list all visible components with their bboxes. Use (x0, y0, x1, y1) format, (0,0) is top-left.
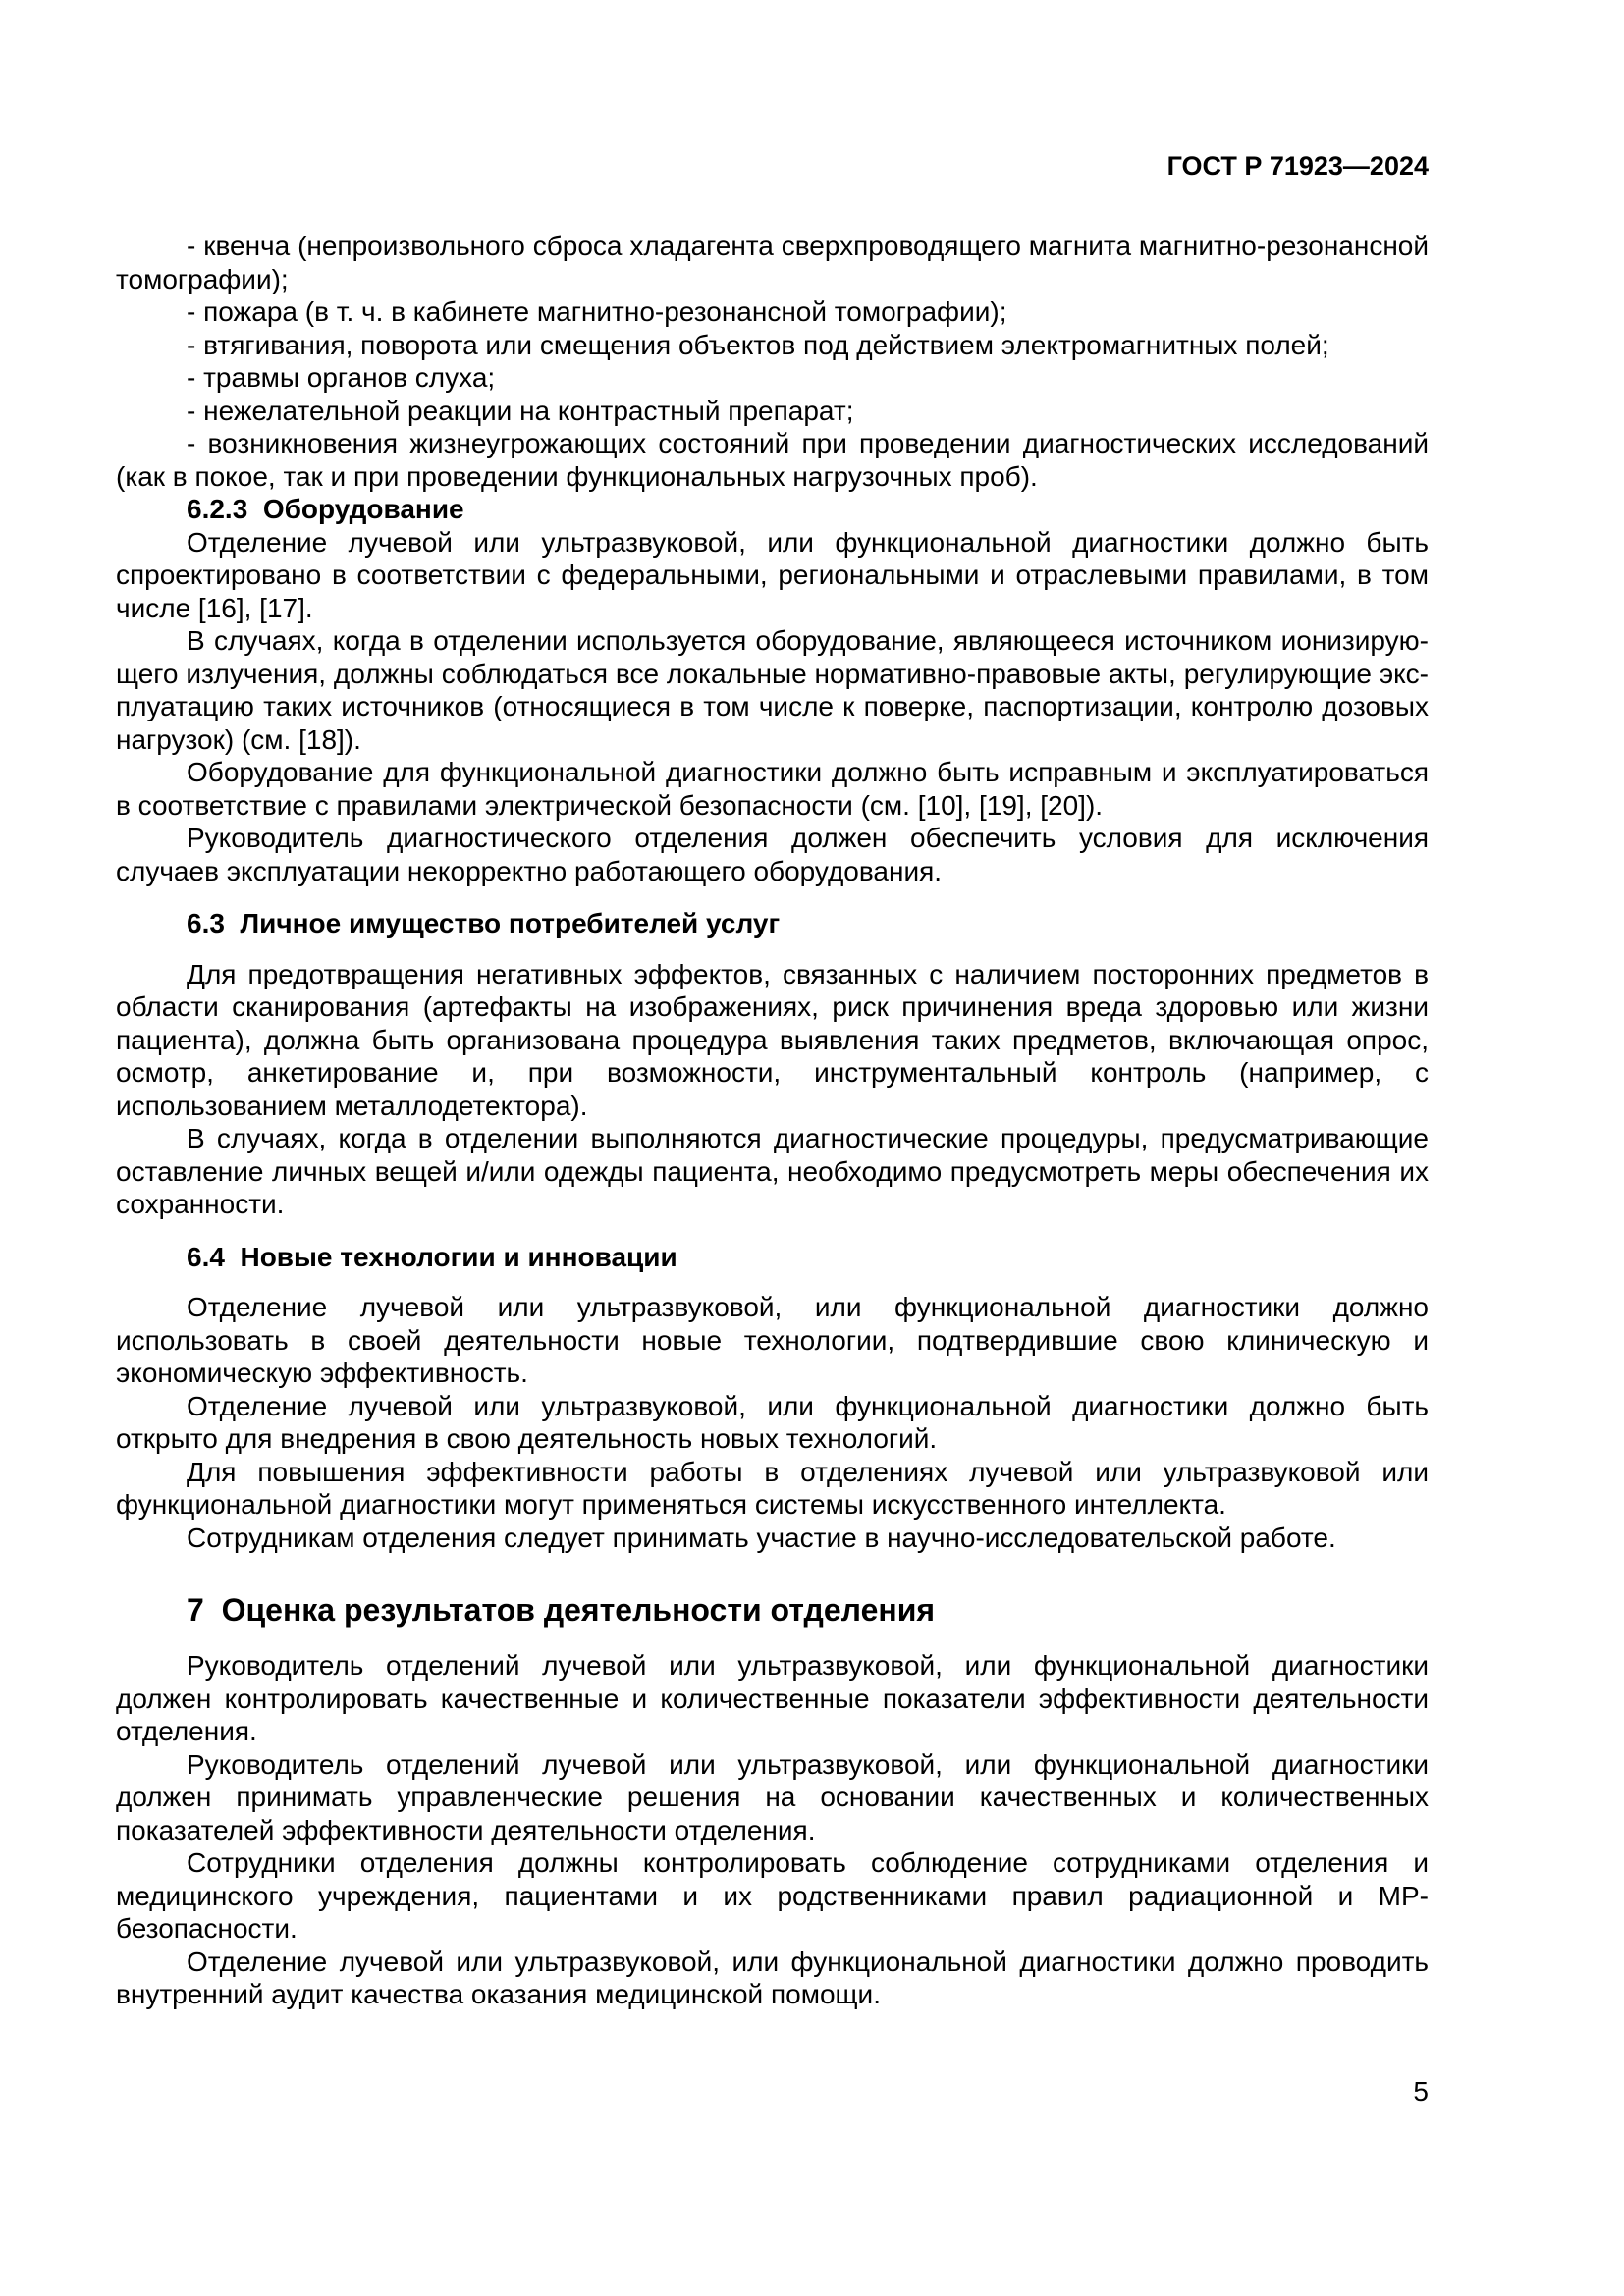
paragraph-belongings-safety: В случаях, когда в отделении выполняются диагностические процедуры, предусматривающие оставление личных вещей и/или одежды пациента, необходимо предусмотреть меры обеспечения их сохранности. (116, 1123, 1429, 1219)
heading-7: 7 Оценка результатов деятельности отделения (187, 1592, 936, 1628)
paragraph-ionizing-source: В случаях, когда в отделении используется оборудование, являющееся источником ионизирующего излучения, должны соблюдаться все локальные нормативно-правовые акты, регулирующие эксплуатацию таких источников (относящиеся в том числе к поверке, паспортизации, контролю дозовых нагрузок) (см. [18]). (116, 625, 1429, 755)
list-item-life-threat: - возникновения жизнеугрожающих состояний при проведении диагностических исследований (как в покое, так и при проведении функциональных нагрузочных проб). (116, 428, 1429, 492)
paragraph-ai-systems: Для повышения эффективности работы в отделениях лучевой или ультразвуковой или функциональной диагностики могут применяться системы искусственного интеллекта. (116, 1456, 1429, 1520)
paragraph-internal-audit: Отделение лучевой или ультразвуковой, или функциональной диагностики должно проводить внутренний аудит качества оказания медицинской помощи. (116, 1946, 1429, 2009)
paragraph-staff-safety-rules: Сотрудники отделения должны контролировать соблюдение сотрудниками отделения и медицинского учреждения, пациентами и их родственниками правил радиационной и МР-безопасности. (116, 1847, 1429, 1944)
paragraph-foreign-objects: Для предотвращения негативных эффектов, связанных с наличием посторонних предметов в области сканирования (артефакты на изображениях, риск причинения вреда здоровью или жизни пациента), должна быть организована процедура выявления таких предметов, включающая опрос, осмотр, анкетирование и, при возможности, инструментальный контроль (например, с использованием металлодетектора). (116, 958, 1429, 1121)
heading-6-4: 6.4 Новые технологии и инновации (187, 1241, 677, 1272)
paragraph-research-work: Сотрудникам отделения следует принимать участие в научно-исследовательской работе. (187, 1522, 1336, 1553)
list-item-contrast: - нежелательной реакции на контрастный препарат; (187, 395, 854, 426)
list-item-fire: - пожара (в т. ч. в кабинете магнитно-резонансной томографии); (187, 296, 1007, 327)
page-number: 5 (1413, 2076, 1429, 2107)
heading-6-2-3: 6.2.3 Оборудование (187, 494, 464, 524)
paragraph-design-rules: Отделение лучевой или ультразвуковой, или функциональной диагностики должно быть спроектировано в соответствии с федеральными, региональными и отраслевыми правилами, в том числе [16], [17]. (116, 526, 1429, 623)
paragraph-new-technologies: Отделение лучевой или ультразвуковой, или функциональной диагностики должно использовать в своей деятельности новые технологии, подтвердившие свою клиническую и экономическую эффективность. (116, 1292, 1429, 1388)
paragraph-open-to-innovation: Отделение лучевой или ультразвуковой, или функциональной диагностики должно быть открыто для внедрения в свою деятельность новых технологий. (116, 1390, 1429, 1454)
paragraph-head-conditions: Руководитель диагностического отделения должен обеспечить условия для исключения случаев эксплуатации некорректно работающего оборудования. (116, 823, 1429, 886)
paragraph-electrical-safety: Оборудование для функциональной диагностики должно быть исправным и эксплуатироваться в соответствие с правилами электрической безопасности (см. [10], [19], [20]). (116, 757, 1429, 821)
doc-code-header: ГОСТ Р 71923—2024 (1166, 151, 1429, 181)
list-item-hearing: - травмы органов слуха; (187, 362, 496, 393)
list-item-pulling: - втягивания, поворота или смещения объектов под действием электромагнитных полей; (187, 329, 1329, 360)
document-body (116, 230, 1429, 2011)
list-item-quench: - квенча (непроизвольного сброса хладагента сверхпроводящего магнита магнитно-резонансной томографии); (116, 231, 1429, 294)
heading-6-3: 6.3 Личное имущество потребителей услуг (187, 908, 781, 938)
paragraph-head-decisions: Руководитель отделений лучевой или ультразвуковой, или функциональной диагностики должен принимать управленческие решения на основании качественных и количественных показателей эффективности деятельности отделения. (116, 1748, 1429, 1845)
paragraph-head-monitor-kpi: Руководитель отделений лучевой или ультразвуковой, или функциональной диагностики должен контролировать качественные и количественные показатели эффективности деятельности отделения. (116, 1650, 1429, 1746)
